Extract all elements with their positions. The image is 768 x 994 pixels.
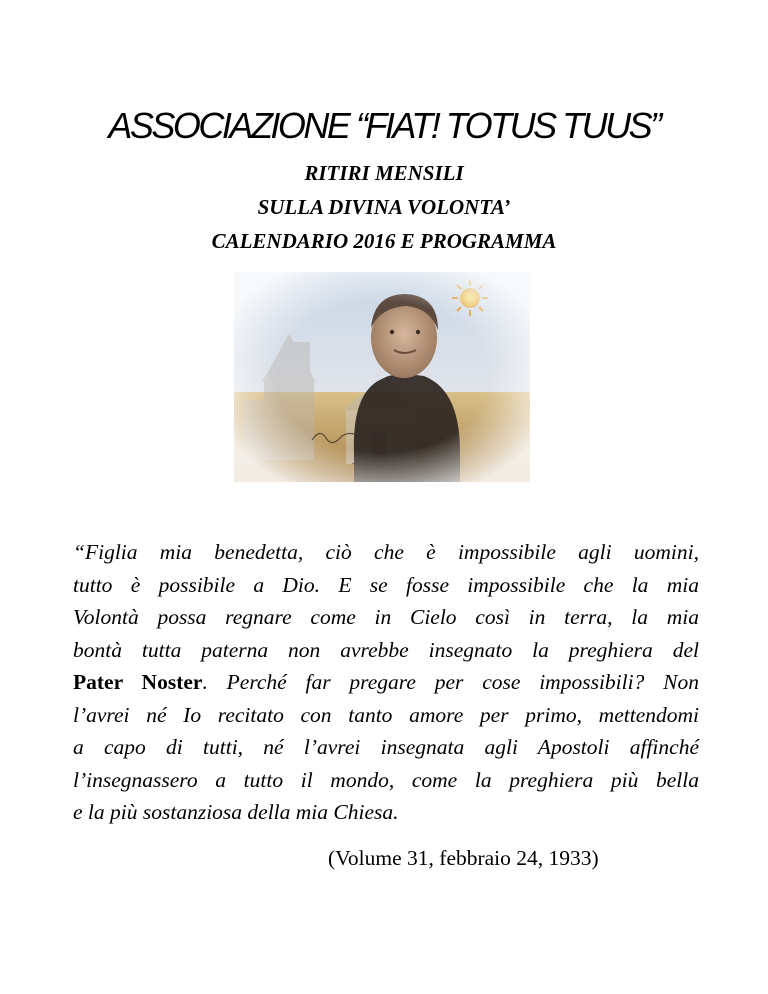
pater-noster-emphasis: Pater Noster xyxy=(73,670,203,694)
quote-citation: (Volume 31, febbraio 24, 1933) xyxy=(328,846,599,870)
portrait-collage-image xyxy=(234,272,530,482)
quote-line: l’avrei né Io recitato con tanto amore per primo, mettendomi xyxy=(73,702,699,727)
quote-line: “Figlia mia benedetta, ciò che è impossibile agli uomini, xyxy=(73,540,699,564)
page-title: ASSOCIAZIONE “FIAT! TOTUS TUUS” xyxy=(108,105,660,146)
subtitle-divina-volonta: SULLA DIVINA VOLONTA’ xyxy=(257,195,511,219)
subtitle-calendario: CALENDARIO 2016 E PROGRAMMA xyxy=(211,229,557,253)
quote-line: tutto è possibile a Dio. E se fosse impossibile che la mia xyxy=(73,572,699,597)
quote-line-rest: . Perché far pregare per cose impossibili? Non xyxy=(202,670,699,694)
quote-line: l’insegnassero a tutto il mondo, come la preghiera più bella xyxy=(73,767,699,792)
quote-block xyxy=(73,536,699,829)
quote-line xyxy=(73,666,699,699)
quote-line: Volontà possa regnare come in Cielo così in terra, la mia xyxy=(73,605,699,629)
subtitle-ritiri: RITIRI MENSILI xyxy=(304,161,464,185)
quote-line: a capo di tutti, né l’avrei insegnata agli Apostoli affinché xyxy=(73,735,699,759)
quote-line: e la più sostanziosa della mia Chiesa. xyxy=(73,800,399,824)
quote-line: bontà tutta paterna non avrebbe insegnato la preghiera del xyxy=(73,637,699,662)
